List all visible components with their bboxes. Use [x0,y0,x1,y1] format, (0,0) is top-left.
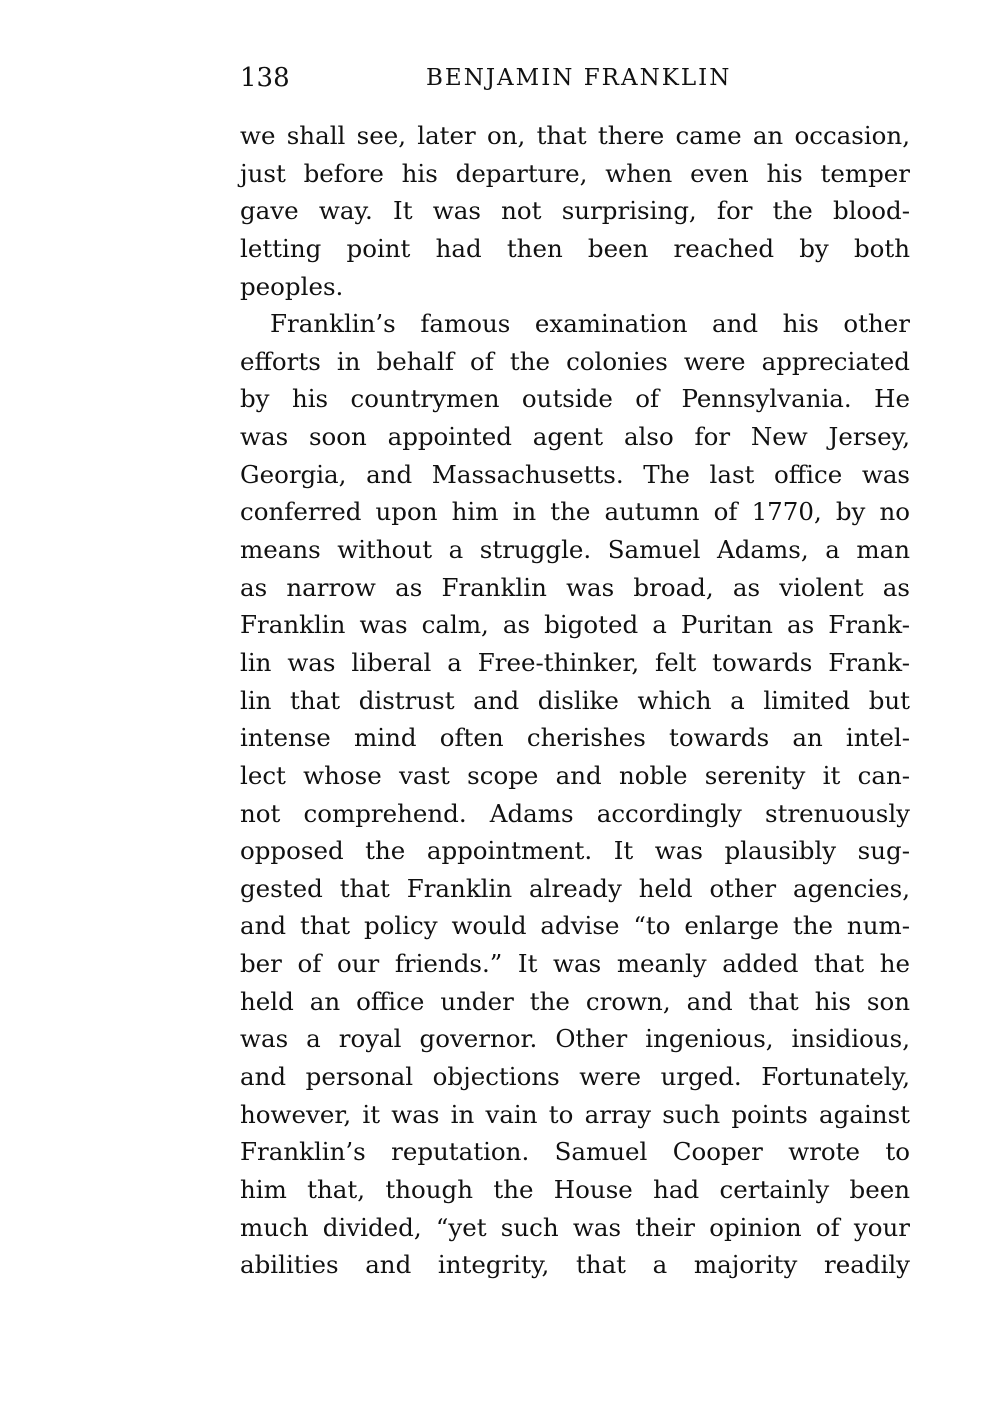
paragraph-start-line: Franklin’s famous examination and his other [270,309,910,339]
text-line: we shall see, later on, that there came an occasion, [240,121,910,150]
text-line: however, it was in vain to array such points against [240,1099,910,1129]
text-line: and personal objections were urged. Fortunately, [240,1062,910,1092]
text-line: held an office under the crown, and that his son [240,986,910,1016]
body-text [240,117,910,1284]
text-line: abilities and integrity, that a majority readily [240,1250,910,1280]
text-line: not comprehend. Adams accordingly strenuously [240,798,910,828]
text-line: lect whose vast scope and noble serenity it can- [240,760,910,790]
text-line: efforts in behalf of the colonies were appreciated [240,346,910,376]
text-line: letting point had then been reached by both [240,233,910,263]
text-line: gave way. It was not surprising, for the blood- [240,196,910,226]
text-line: lin was liberal a Free-thinker, felt towards Frank- [240,647,910,677]
text-line: as narrow as Franklin was broad, as violent as [240,572,910,602]
text-line: ber of our friends.” It was meanly added that he [240,949,910,979]
text-line: gested that Franklin already held other agencies, [240,873,910,903]
running-title: BENJAMIN FRANKLIN [426,65,732,91]
text-line: just before his departure, when even his temper [240,158,910,188]
text-line: lin that distrust and dislike which a limited but [240,685,910,715]
text-line: was a royal governor. Other ingenious, insidious, [240,1024,910,1054]
text-line: and that policy would advise “to enlarge the num- [240,911,910,941]
running-head [240,58,910,98]
text-line: Franklin was calm, as bigoted a Puritan as Frank- [240,610,910,640]
text-line: Franklin’s reputation. Samuel Cooper wrote to [240,1137,910,1167]
text-line: opposed the appointment. It was plausibly sug- [240,836,910,866]
text-line: much divided, “yet such was their opinion of your [240,1212,910,1242]
text-line: means without a struggle. Samuel Adams, a man [240,535,910,565]
page-number: 138 [240,63,290,93]
text-line: was soon appointed agent also for New Jersey, [240,422,910,452]
text-line: Georgia, and Massachusetts. The last office was [240,459,910,489]
text-line: intense mind often cherishes towards an intel- [240,723,910,753]
paragraph-end-line: peoples. [240,271,344,301]
text-line: conferred upon him in the autumn of 1770, by no [240,497,910,527]
text-line: him that, though the House had certainly been [240,1174,910,1204]
text-line: by his countrymen outside of Pennsylvania. He [240,384,910,414]
